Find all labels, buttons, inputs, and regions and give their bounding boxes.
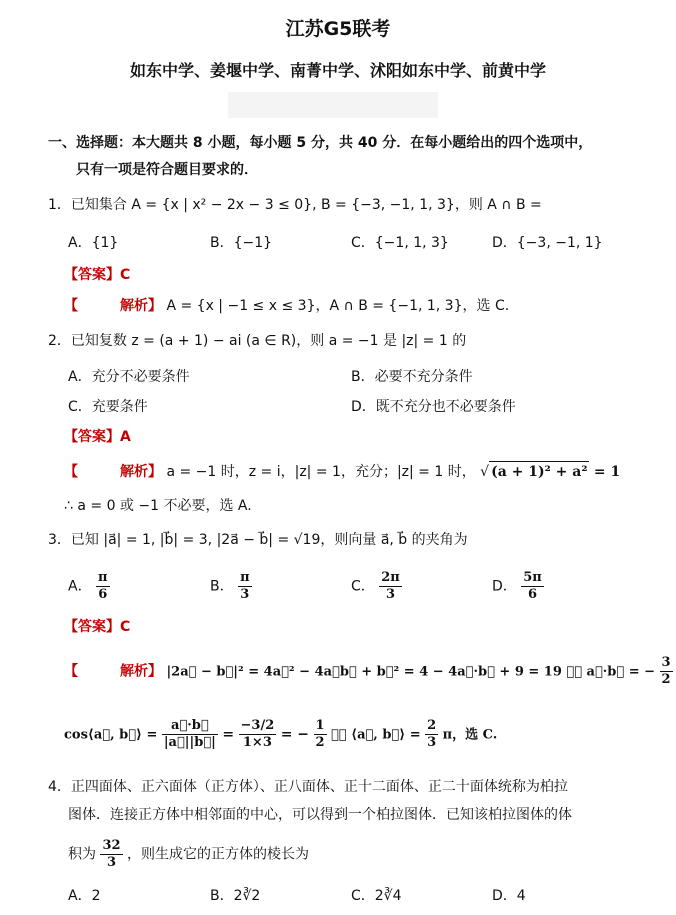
q3-option-a-den: 6	[98, 587, 108, 602]
q3-cos-f3-num: 1	[315, 718, 325, 733]
q4-option-d: D．4	[492, 888, 526, 904]
q3-analysis: |2a⃗ − b⃗|² = 4a⃗² − 4a⃗b⃗ + b⃗² = 4 − 4a⃗·b⃗ + 9 = 19 ，∴ a⃗·b⃗ = −	[166, 664, 656, 680]
q4-option-a: A．2	[68, 888, 101, 904]
q2-analysis-2: ∴ a = 0 或 −1 不必要，选 A.	[64, 498, 252, 514]
q3-option-a-num: π	[98, 570, 108, 585]
q3-cos-f2-den: 1×3	[242, 735, 272, 750]
q3-option-c-den: 3	[385, 587, 396, 602]
q4-line3-post: ，则生成它的正方体的棱长为	[127, 846, 309, 863]
q1-analysis-label: 【 解析】	[64, 298, 162, 314]
q4-option-c: C．2∛4	[351, 888, 402, 904]
q1-answer: 【答案】C	[64, 267, 131, 283]
q4-line3-den: 3	[106, 855, 117, 870]
section-heading-line2: 只有一项是符合题目要求的．	[76, 162, 258, 178]
sqrt-symbol: √	[480, 464, 490, 480]
q3-option-b-den: 3	[240, 587, 250, 602]
q3-cos-f1-den: |a⃗||b⃗|	[163, 735, 216, 750]
section-heading-line1: 一、选择题：本大题共 8 小题，每小题 5 分，共 40 分．在每小题给出的四个选项中，	[48, 135, 593, 151]
q1-option-b: B．{−1}	[210, 235, 273, 251]
q3-cos-tail: π，选 C.	[442, 727, 498, 743]
q3-stem: 3．已知 |a⃗| = 1, |b⃗| = 3, |2a⃗ − b⃗| = √19，则向量 a⃗, b⃗ 的夹角为	[48, 532, 468, 548]
q1-option-d: D．{−3, −1, 1}	[492, 235, 603, 251]
q2-option-c: C．充要条件	[68, 399, 148, 415]
q3-cos-mid2: ，∴ ⟨a⃗, b⃗⟩ =	[331, 727, 421, 743]
q3-cos-f4-den: 3	[427, 735, 437, 750]
q3-cos-f1-num: a⃗·b⃗	[162, 718, 218, 735]
q3-analysis-den: 2	[661, 672, 671, 687]
q4-line1: 4．正四面体、正六面体（正方体）、正八面体、正十二面体、正二十面体统称为柏拉	[48, 779, 568, 795]
school-list: 如东中学、姜堰中学、南菁中学、沭阳如东中学、前黄中学	[129, 61, 546, 80]
q3-cos-f3-den: 2	[315, 735, 325, 750]
q1-analysis: A = {x | −1 ≤ x ≤ 3}，A ∩ B = {−1, 1, 3}，选 C.	[166, 298, 510, 314]
q2-option-a: A．充分不必要条件	[68, 369, 190, 385]
q3-answer: 【答案】C	[64, 619, 131, 635]
q4-line2: 图体．连接正方体中相邻面的中心，可以得到一个柏拉图体．已知该柏拉图体的体	[68, 807, 572, 823]
q3-cos-f4-num: 2	[427, 718, 437, 733]
q4-line3-num: 32	[102, 838, 121, 853]
q3-option-c-label: C．	[351, 578, 375, 595]
q3-cos-f2-num: −3/2	[240, 718, 275, 733]
q2-option-b: B．必要不充分条件	[351, 369, 473, 385]
q4-line3-pre: 积为	[68, 846, 96, 863]
q3-option-b-label: B．	[210, 578, 234, 595]
q1-stem: 1．已知集合 A = {x | x² − 2x − 3 ≤ 0}, B = {−3, −1, 1, 3}，则 A ∩ B =	[48, 197, 542, 213]
q3-option-c-num: 2π	[381, 570, 400, 585]
q2-analysis-sqrt-tail: = 1	[593, 464, 621, 480]
q3-analysis-num: 3	[661, 655, 671, 670]
page-title: 江苏G5联考	[285, 18, 391, 40]
q2-analysis-sqrt: (a + 1)² + a²	[489, 461, 589, 482]
q3-cos-left: cos⟨a⃗, b⃗⟩ =	[64, 727, 158, 743]
q2-analysis: a = −1 时，z = i，|z| = 1，充分；|z| = 1 时，	[166, 464, 476, 480]
q3-option-a-label: A．	[68, 578, 92, 595]
q3-option-d-label: D．	[492, 578, 517, 595]
q3-option-d-num: 5π	[523, 570, 542, 585]
q2-option-d: D．既不充分也不必要条件	[351, 399, 516, 415]
q2-analysis-label: 【 解析】	[64, 464, 162, 480]
q3-analysis-label: 【 解析】	[64, 663, 162, 680]
q1-option-a: A．{1}	[68, 235, 119, 251]
q3-cos-mid: = −	[280, 726, 310, 743]
q3-option-b-num: π	[240, 570, 250, 585]
q2-stem: 2．已知复数 z = (a + 1) − ai (a ∈ R)，则 a = −1 是 |z| = 1 的	[48, 333, 467, 349]
watermark-block	[228, 92, 438, 118]
q2-answer: 【答案】A	[64, 429, 131, 445]
q3-option-d-den: 6	[527, 587, 538, 602]
q1-option-c: C．{−1, 1, 3}	[351, 235, 449, 251]
q4-option-b: B．2∛2	[210, 888, 261, 904]
